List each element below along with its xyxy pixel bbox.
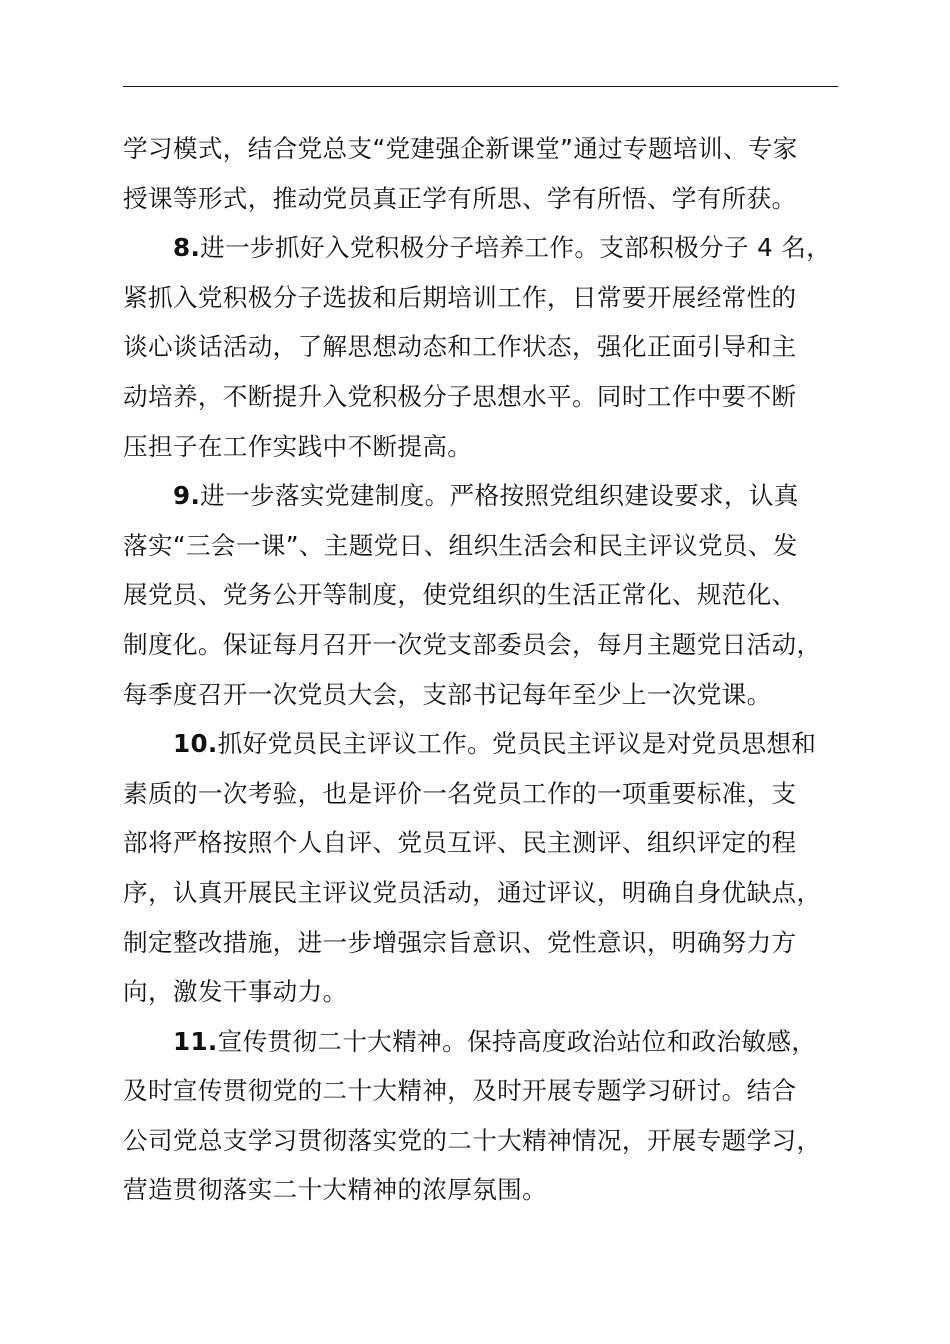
item-number: 9. bbox=[173, 481, 201, 511]
item-number: 10. bbox=[173, 729, 218, 759]
item-11-heading-line: 11.宣传贯彻二十大精神。保持高度政治站位和政治敏感， bbox=[173, 1026, 817, 1056]
text-line: 授课等形式，推动党员真正学有所思、学有所悟、学有所获。 bbox=[123, 183, 797, 213]
text-line: 制定整改措施，进一步增强宗旨意识、党性意识，明确努力方 bbox=[123, 927, 797, 957]
text-line: 谈心谈话活动，了解思想动态和工作状态，强化正面引导和主 bbox=[123, 332, 797, 362]
header-rule bbox=[123, 86, 838, 87]
item-number: 11. bbox=[173, 1026, 218, 1056]
text-line: 制度化。保证每月召开一次党支部委员会，每月主题党日活动， bbox=[123, 629, 822, 659]
item-10-heading-line: 10.抓好党员民主评议工作。党员民主评议是对党员思想和 bbox=[173, 729, 817, 759]
text-line: 素质的一次考验，也是评价一名党员工作的一项重要标准，支 bbox=[123, 778, 797, 808]
item-9-heading-line: 9.进一步落实党建制度。严格按照党组织建设要求，认真 bbox=[173, 481, 799, 511]
text-line: 营造贯彻落实二十大精神的浓厚氛围。 bbox=[123, 1175, 548, 1205]
text-line: 落实“三会一课”、主题党日、组织生活会和民主评议党员、发 bbox=[123, 530, 798, 560]
text-line: 部将严格按照个人自评、党员互评、民主测评、组织评定的程 bbox=[123, 828, 797, 858]
text-line: 压担子在工作实践中不断提高。 bbox=[123, 431, 473, 461]
text-line: 学习模式，结合党总支“党建强企新课堂”通过专题培训、专家 bbox=[123, 134, 798, 163]
text-line: 向，激发干事动力。 bbox=[123, 977, 348, 1007]
text-line: 紧抓入党积极分子选拔和后期培训工作，日常要开展经常性的 bbox=[123, 282, 797, 312]
text-line: 公司党总支学习贯彻落实党的二十大精神情况，开展专题学习， bbox=[123, 1125, 822, 1155]
text-line: 动培养，不断提升入党积极分子思想水平。同时工作中要不断 bbox=[123, 381, 797, 411]
text-line: 及时宣传贯彻党的二十大精神，及时开展专题学习研讨。结合 bbox=[123, 1076, 797, 1106]
document-body bbox=[123, 124, 839, 1215]
text-line: 每季度召开一次党员大会，支部书记每年至少上一次党课。 bbox=[123, 679, 772, 709]
item-8-heading-line: 8.进一步抓好入党积极分子培养工作。支部积极分子 4 名， bbox=[173, 233, 832, 263]
text-line: 展党员、党务公开等制度，使党组织的生活正常化、规范化、 bbox=[123, 580, 797, 610]
text-line: 序，认真开展民主评议党员活动，通过评议，明确自身优缺点， bbox=[123, 877, 822, 907]
item-number: 8. bbox=[173, 233, 201, 263]
